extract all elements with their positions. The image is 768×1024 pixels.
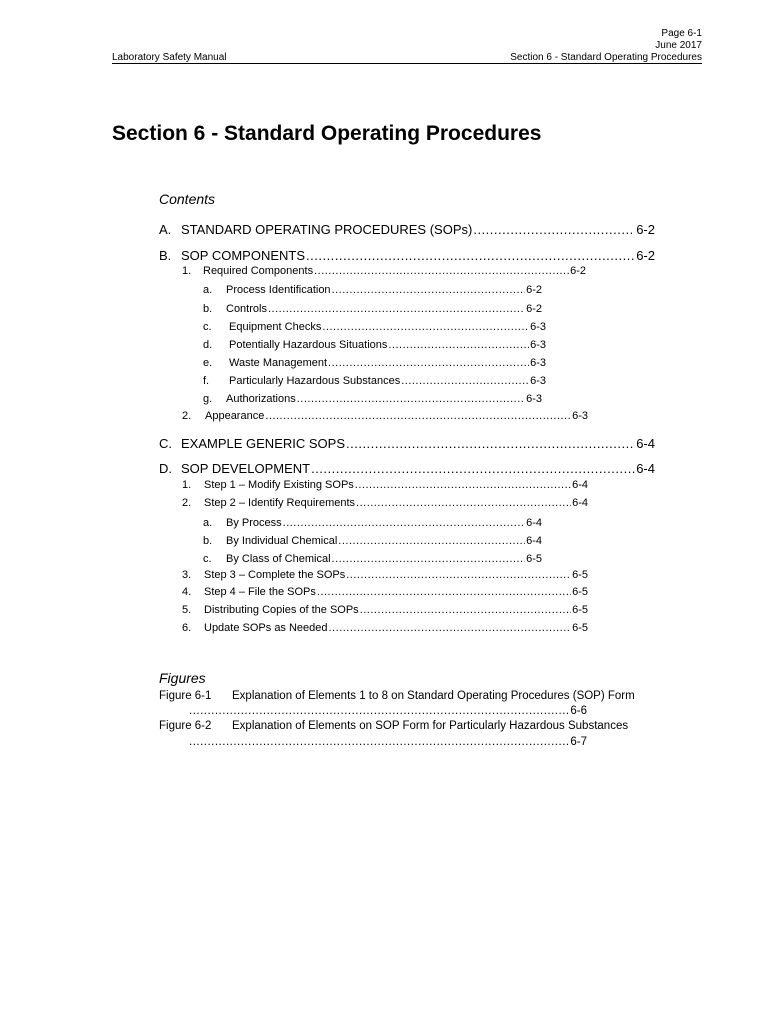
toc-label: By Class of Chemical [226,553,331,565]
toc-page: 6-3 [526,393,542,405]
toc-entry-bd[interactable] [203,339,546,351]
toc-leader [338,535,525,547]
toc-leader [306,248,635,263]
toc-label: Authorizations [226,393,296,405]
toc-page: 6-2 [526,303,542,315]
toc-label: EXAMPLE GENERIC SOPS [181,436,345,451]
toc-leader [332,284,526,296]
toc-leader [356,497,571,509]
figure-number: Figure 6-1 [159,690,212,702]
toc-leader [189,736,569,748]
toc-label: Step 3 – Complete the SOPs [204,569,346,581]
figure-entry-1[interactable] [159,690,635,702]
toc-number: 3. [182,569,192,581]
toc-page: 6-5 [572,622,588,634]
toc-page: 6-3 [530,339,546,351]
toc-page: 6-5 [572,569,588,581]
toc-entry-d3[interactable] [182,569,588,581]
toc-label: Update SOPs as Needed [204,622,328,634]
toc-label: STANDARD OPERATING PROCEDURES (SOPs) [181,222,473,237]
toc-page: 6-3 [572,410,588,422]
toc-label: Controls [226,303,267,315]
toc-entry-d2[interactable] [182,497,588,509]
toc-entry-d6[interactable] [182,622,588,634]
toc-entry-a[interactable] [159,222,655,237]
figure-entry-2-page[interactable] [189,736,587,748]
toc-page: 6-2 [636,222,655,237]
toc-leader [317,586,571,598]
toc-page: 6-5 [526,553,542,565]
toc-entry-bf[interactable] [203,375,546,387]
figure-page: 6-7 [570,736,587,748]
toc-number: 1. [182,265,192,277]
toc-entry-bc[interactable] [203,321,546,333]
figures-heading: Figures [159,670,206,686]
toc-label: Step 4 – File the SOPs [204,586,316,598]
toc-leader [297,393,525,405]
toc-entry-dc[interactable] [203,553,542,565]
toc-leader [268,303,525,315]
toc-label: Waste Management [229,357,328,369]
toc-label: Step 2 – Identify Requirements [204,497,356,509]
toc-page: 6-4 [572,497,588,509]
toc-leader [314,265,569,277]
toc-entry-c[interactable] [159,436,655,451]
toc-leader [401,375,529,387]
toc-number: 2. [182,410,192,422]
toc-number: 2. [182,497,192,509]
toc-leader [346,436,635,451]
header-manual-title: Laboratory Safety Manual [112,52,227,63]
toc-number: c. [203,553,212,565]
toc-leader [189,705,569,717]
toc-number: b. [203,535,213,547]
toc-label: Equipment Checks [229,321,322,333]
toc-label: By Process [226,517,282,529]
figure-entry-2[interactable] [159,720,628,732]
toc-label: Particularly Hazardous Substances [229,375,401,387]
toc-number: 4. [182,586,192,598]
toc-number: e. [203,357,213,369]
toc-entry-be[interactable] [203,357,546,369]
toc-entry-b[interactable] [159,248,655,263]
toc-entry-bb[interactable] [203,303,542,315]
toc-page: 6-4 [572,479,588,491]
header-rule [112,63,702,64]
toc-entry-d[interactable] [159,461,655,476]
toc-entry-ba[interactable] [203,284,542,296]
toc-page: 6-2 [636,248,655,263]
toc-leader [283,517,525,529]
toc-entry-d5[interactable] [182,604,588,616]
toc-label: Appearance [205,410,265,422]
toc-number: g. [203,393,213,405]
toc-entry-da[interactable] [203,517,542,529]
toc-leader [328,357,529,369]
toc-leader [346,569,571,581]
toc-page: 6-4 [526,517,542,529]
figure-label: Explanation of Elements 1 to 8 on Standard Operating Procedures (SOP) Form [232,690,635,702]
toc-label: Distributing Copies of the SOPs [204,604,359,616]
header-section-title: Section 6 - Standard Operating Procedures [510,52,702,63]
toc-page: 6-4 [636,461,655,476]
toc-page: 6-4 [636,436,655,451]
toc-number: C. [159,436,172,451]
toc-number: 1. [182,479,192,491]
toc-leader [329,622,572,634]
toc-entry-bg[interactable] [203,393,542,405]
toc-leader [360,604,571,616]
toc-number: f. [203,375,210,387]
toc-leader [265,410,571,422]
toc-entry-d4[interactable] [182,586,588,598]
figure-entry-1-page[interactable] [189,705,587,717]
toc-page: 6-3 [530,321,546,333]
toc-number: a. [203,284,213,296]
toc-number: 6. [182,622,192,634]
toc-page: 6-3 [530,357,546,369]
header-date: June 2017 [655,40,702,51]
toc-label: SOP DEVELOPMENT [181,461,311,476]
contents-heading: Contents [159,191,216,207]
toc-page: 6-5 [572,586,588,598]
toc-leader [473,222,635,237]
toc-number: D. [159,461,172,476]
toc-leader [322,321,529,333]
figure-label: Explanation of Elements on SOP Form for Particularly Hazardous Substances [232,720,629,732]
page-title: Section 6 - Standard Operating Procedures [112,122,542,145]
toc-page: 6-2 [570,265,586,277]
toc-entry-b2[interactable] [182,410,588,422]
toc-entry-db[interactable] [203,535,542,547]
toc-number: B. [159,248,172,263]
figure-page: 6-6 [570,705,587,717]
toc-number: A. [159,222,172,237]
toc-leader [388,339,529,351]
toc-page: 6-5 [572,604,588,616]
toc-page: 6-2 [526,284,542,296]
toc-number: b. [203,303,213,315]
toc-page: 6-3 [530,375,546,387]
toc-label: By Individual Chemical [226,535,338,547]
toc-number: d. [203,339,213,351]
toc-number: c. [203,321,212,333]
toc-entry-d1[interactable] [182,479,588,491]
toc-number: a. [203,517,213,529]
toc-page: 6-4 [526,535,542,547]
toc-label: Required Components [203,265,314,277]
toc-number: 5. [182,604,192,616]
toc-leader [311,461,635,476]
toc-label: Step 1 – Modify Existing SOPs [204,479,354,491]
toc-label: Process Identification [226,284,331,296]
toc-entry-b1[interactable] [182,265,586,277]
toc-leader [332,553,526,565]
header-page-number: Page 6-1 [661,28,702,39]
toc-label: Potentially Hazardous Situations [229,339,388,351]
figure-number: Figure 6-2 [159,720,212,732]
toc-label: SOP COMPONENTS [181,248,306,263]
toc-leader [355,479,571,491]
